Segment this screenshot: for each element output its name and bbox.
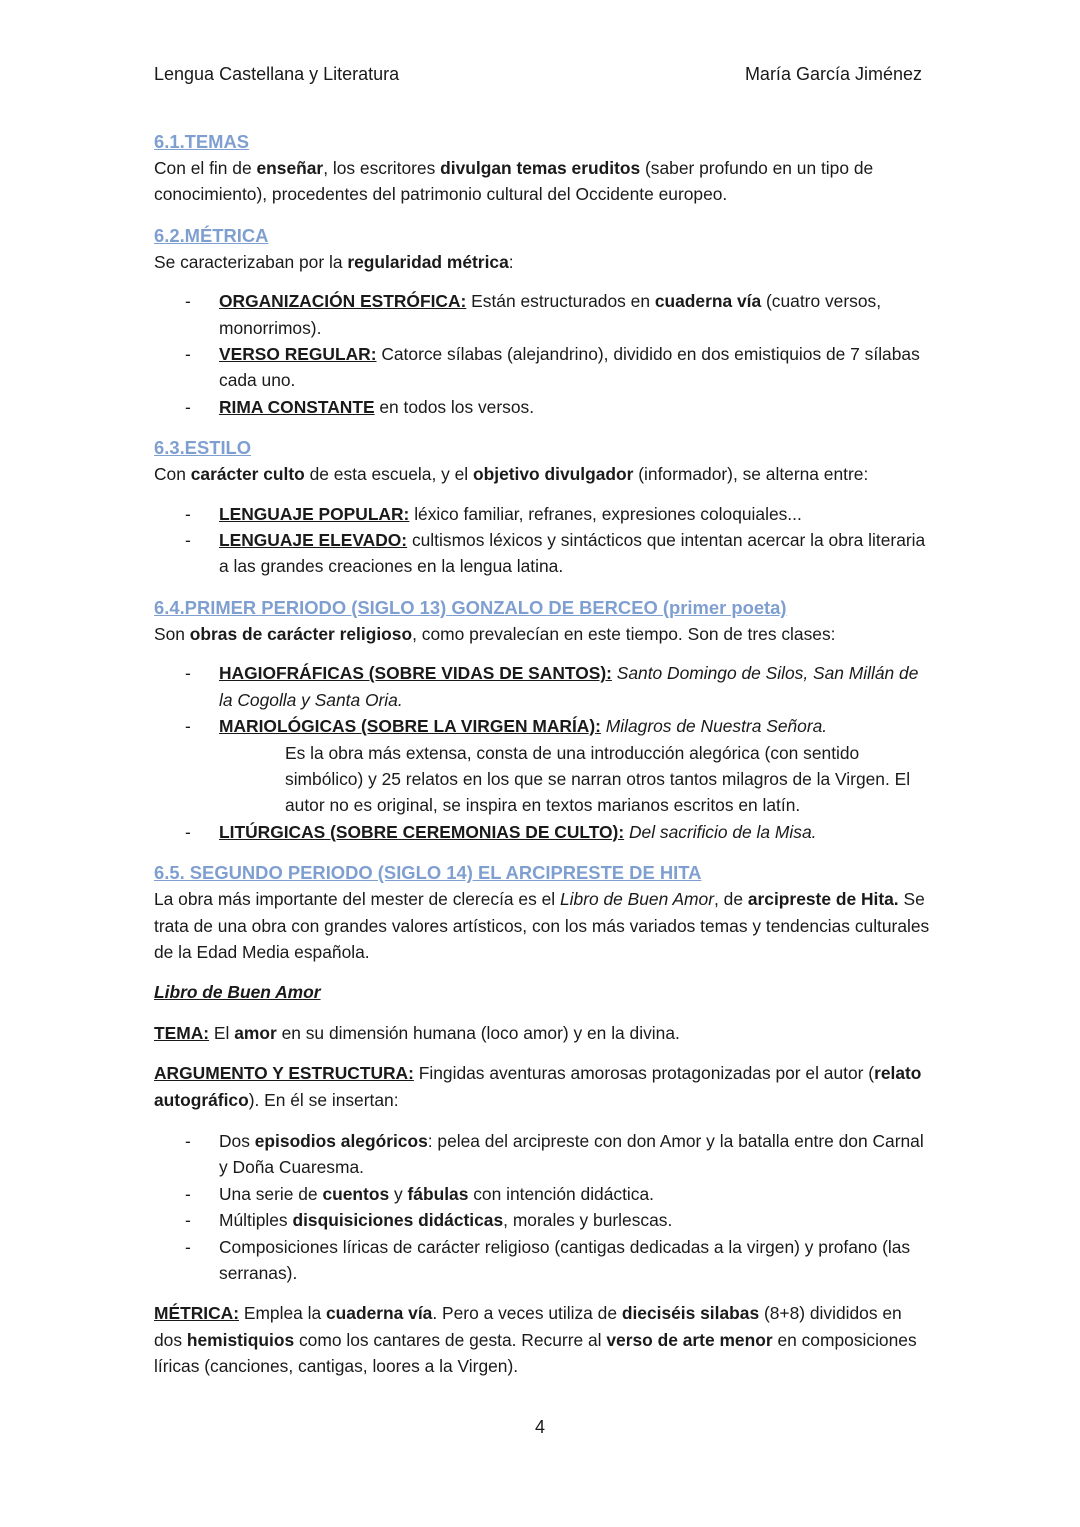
section-heading: 6.2.MÉTRICA	[154, 224, 269, 246]
book-title: Libro de Buen Amor	[154, 982, 321, 1003]
section-estilo	[154, 434, 934, 580]
paragraph: Son obras de carácter religioso, como prevalecían en este tiempo. Son de tres clases:	[154, 623, 836, 644]
list-item: - Composiciones líricas de carácter religioso (cantigas dedicadas a la virgen) y profano (las serranas).	[219, 1234, 934, 1287]
page-content	[154, 128, 934, 1380]
list-item: - VERSO REGULAR: Catorce sílabas (alejandrino), dividido en dos emistiquios de 7 sílabas cada uno.	[219, 341, 934, 394]
list-item: - LENGUAJE ELEVADO: cultismos léxicos y sintácticos que intentan acercar la obra literaria a las grandes creaciones en la lengua latina.	[219, 527, 934, 580]
list-item: - MARIOLÓGICAS (SOBRE LA VIRGEN MARÍA): Milagros de Nuestra Señora. Es la obra más extensa, consta de una introducción alegórica (con sentido simbólico) y 25 relatos en los que se narran otros tantos milagros de la Virgen. El autor no es original, se inspira en textos marianos escritos en latín.	[219, 713, 934, 819]
paragraph: Con el fin de enseñar, los escritores divulgan temas eruditos (saber profundo en un tipo de conocimiento), procedentes del patrimonio cultural del Occidente europeo.	[154, 158, 874, 205]
paragraph: Con carácter culto de esta escuela, y el objetivo divulgador (informador), se alterna entre:	[154, 464, 869, 485]
list-item: - ORGANIZACIÓN ESTRÓFICA: Están estructurados en cuaderna vía (cuatro versos, monorrimos).	[219, 288, 934, 341]
section-segundo-periodo	[154, 859, 934, 1380]
tema-paragraph: TEMA: El amor en su dimensión humana (loco amor) y en la divina.	[154, 1022, 680, 1043]
bullet-list	[154, 501, 934, 580]
paragraph: La obra más importante del mester de clerecía es el Libro de Buen Amor, de arcipreste de Hita. Se trata de una obra con grandes valores artísticos, con los más variados temas y tendencias culturales de la Edad Media española.	[154, 889, 930, 962]
section-temas	[154, 128, 934, 208]
bullet-list	[154, 288, 934, 420]
bullet-list	[154, 660, 934, 845]
metrica-paragraph: MÉTRICA: Emplea la cuaderna vía. Pero a veces utiliza de dieciséis silabas (8+8) divididos en dos hemistiquios como los cantares de gesta. Recurre al verso de arte menor en composiciones líricas (canciones, cantigas, loores a la Virgen).	[154, 1303, 917, 1377]
section-heading: 6.1.TEMAS	[154, 131, 250, 152]
section-heading: 6.4.PRIMER PERIODO (SIGLO 13) GONZALO DE BERCEO (primer poeta)	[154, 596, 787, 618]
section-metrica	[154, 222, 934, 420]
section-heading: 6.5. SEGUNDO PERIODO (SIGLO 14) EL ARCIPRESTE DE HITA	[154, 862, 702, 884]
list-item: - Dos episodios alegóricos: pelea del arcipreste con don Amor y la batalla entre don Carnal y Doña Cuaresma.	[219, 1128, 934, 1181]
list-item: - Una serie de cuentos y fábulas con intención didáctica.	[219, 1181, 934, 1207]
list-item: - Múltiples disquisiciones didácticas, morales y burlescas.	[219, 1207, 934, 1233]
section-primer-periodo	[154, 594, 934, 845]
argumento-paragraph: ARGUMENTO Y ESTRUCTURA: Fingidas aventuras amorosas protagonizadas por el autor (relato autográfico). En él se insertan:	[154, 1063, 922, 1110]
paragraph: Se caracterizaban por la regularidad métrica:	[154, 251, 514, 272]
bullet-list	[154, 1128, 934, 1286]
page-number: 4	[534, 1417, 545, 1437]
list-item: - LITÚRGICAS (SOBRE CEREMONIAS DE CULTO): Del sacrificio de la Misa.	[219, 819, 934, 845]
list-item: - LENGUAJE POPULAR: léxico familiar, refranes, expresiones coloquiales...	[219, 501, 934, 527]
header-author: María García Jiménez	[744, 64, 922, 84]
list-item: - RIMA CONSTANTE en todos los versos.	[219, 394, 934, 420]
header-subject: Lengua Castellana y Literatura	[154, 64, 400, 84]
sub-paragraph: Es la obra más extensa, consta de una introducción alegórica (con sentido simbólico) y 25 relatos en los que se narran otros tantos milagros de la Virgen. El autor no es original, se inspira en textos marianos escritos en latín.	[285, 742, 911, 816]
list-item: - HAGIOFRÁFICAS (SOBRE VIDAS DE SANTOS): Santo Domingo de Silos, San Millán de la Cogolla y Santa Oria.	[219, 660, 934, 713]
section-heading: 6.3.ESTILO	[154, 437, 252, 459]
